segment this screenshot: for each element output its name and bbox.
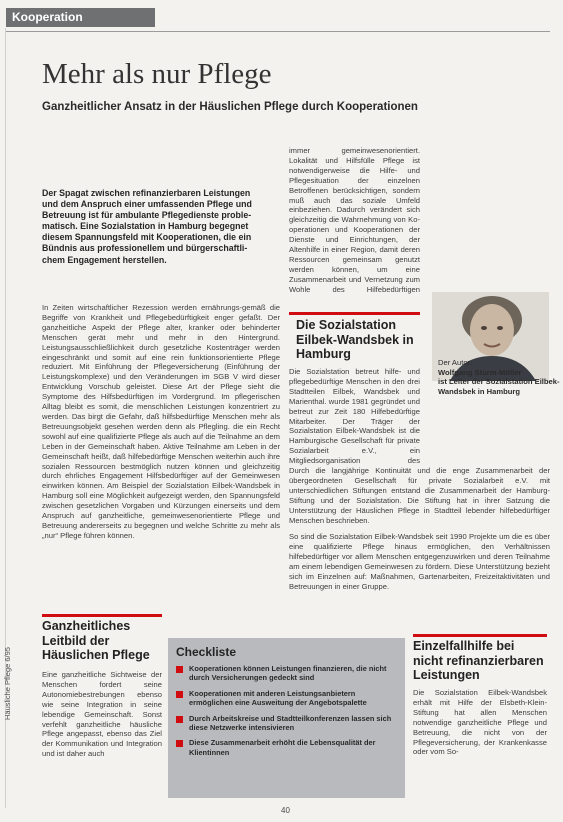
caption-name: Wolfgang Sturm-Möller — [438, 367, 522, 377]
lead-line: matisch. Eine Sozialstation in Hamburg begegnet — [42, 221, 249, 232]
heading-rule — [413, 634, 547, 637]
article-subtitle: Ganzheitlicher Ansatz in der Häuslichen Pflege durch Kooperationen — [42, 101, 418, 113]
heading-rule — [289, 312, 420, 315]
sozialstation-text — [289, 367, 420, 467]
checklist-item-text: Kooperationen können Leistungen finanzieren, die nicht durch Versicherungen gedeckt sind — [189, 664, 387, 683]
header-rule — [6, 31, 550, 32]
red-square-bullet-icon — [176, 666, 183, 673]
heading-einzelfallhilfe: Einzelfallhilfe bei nicht refinanzierbaren Leistungen — [413, 639, 544, 682]
body-paragraph: immer gemeinwesenorientiert. Lokalität und Hilfsfülle Pflege ist notwendigerweise die Hilfe- und Pflegesituation der einzelnen Betroffenen berücksichtigen, sondern muß auch das soziale Umfeld einbeziehen. Dadurch verändert sich gleichzeitig die Wahrnehmung von Ko-operationen und Kooperationen der Dienste und Einrichtungen, der Altenhilfe in einer Region, damit deren Ressourcen gemeinsam genutzt werden können, um eine Zusammenarbeit und Vernetzung zum Wohle des Hilfebedürftigen — [289, 146, 420, 294]
article-title: Mehr als nur Pflege — [42, 58, 272, 90]
checklist-item-text: Durch Arbeitskreise und Stadtteilkonferenzen lassen sich diese Netzwerke intensivieren — [189, 713, 392, 733]
lead-line: und dem Anspruch einer umfassenden Pflege und — [42, 199, 252, 210]
body-paragraph: Die Sozialstation Eilbek-Wandsbek erhält mit Hilfe der Elsbeth-Klein-Stiftung hat allen Menschen notwendige ganzheitliche Pflege und Betreuung, die nicht von der Pflegeversicherung, der Krankenkasse oder vom So- — [413, 688, 547, 757]
body-paragraph: In Zeiten wirtschaftlicher Rezession werden ernährungs-gemäß die Begriffe von Krankheit und Pflegebedürftigkeit enger gefaßt. Der ganzheitliche Aspekt der Pflege alter, kranker oder behinderter Menschen gerät mehr und mehr in den Hintergrund. Leistungsausschließlichkeit durch gesetzliche Kostenträger werden eingeschränkt und somit auf eine rein funktionsorientierte Pflege reduziert. Mit Einführung der Pflegeversicherung (Einführung der Leistungskomplexe) und den Veränderungen im SGB V wird dieser Entwicklung Vorschub geleistet. Diese Art der Pflege sieht die Symptome des Hilfsbedürftigen im Vordergrund. Im pflegerischen Alltag bleibt es somit, die menschlichen Leistungen konzentriert zu werden. Das birgt die Gefahr, daß hilfsbedürftige Menschen mehr als Betreuungsobjekt gesehen werden denn als Pflegling. die ein Recht sowohl auf eine qualifizierte Pflege als auch auf die Teilnahme an dem Leben in der Gemeinschaft haben. Aktive Teilnahme am Leben in der Gemeinschaft heißt, daß hilfebedürftige Menschen weiterhin auch ihre sozialen Ressourcen bestmöglich nutzen können und gleichzeitig durch ehrliches Engagement Hilfsbedürftiger auf der Gemeinwesen einwirken können. Am Beispiel der Sozialstation Eilbek-Wandsbek in Hamburg soll eine Möglichkeit aufgezeigt werden, den Spannungsfeld zwischen gesetzlichen Vorgaben und Kürzungen einerseits und dem Anspruch auf ganzheitliche, gemeinwesenorientierte Pflege und Betreuung andererseits zu begegnen und welche Schritte zu mehr als „nur“ Pflege führen können. — [42, 303, 280, 540]
caption-role-detail: ist Leiter der Sozialstation Eilbek-Wandsbek in Hamburg — [438, 377, 560, 396]
body-paragraph: Die Sozialstation betreut hilfe- und pflegebedürftige Menschen in den drei Stadtteilen Eilbek, Wandsbek und Marienthal. wurde 1981 gegründet und betreut zur Zeit 180 Hilfebedürftige Mitarbeiter. Der Träger der Sozialstation Eilbek-Wandsbek ist die Hamburgische Gesellschaft für private Sozialarbeit e.V., ein Mitgliedsorganisation des — [289, 367, 420, 466]
wide-body-text — [289, 466, 550, 628]
checklist-item — [176, 738, 398, 757]
middle-column-text — [289, 146, 420, 296]
heading-rule — [42, 614, 162, 617]
lead-line: chem Engagement herstellen. — [42, 254, 167, 265]
lead-line: Bündnis aus professionellem und bürgerschaftli- — [42, 243, 248, 254]
page-number: 40 — [281, 806, 290, 815]
lead-line: Betreuung ist für ambulante Pflegedienste proble- — [42, 210, 252, 221]
leitbild-text — [42, 670, 162, 800]
red-square-bullet-icon — [176, 716, 183, 723]
checklist-item — [176, 689, 398, 708]
left-body-text — [42, 303, 280, 603]
red-square-bullet-icon — [176, 691, 183, 698]
checklist-box — [168, 638, 405, 798]
body-paragraph: Eine ganzheitliche Sichtweise der Menschen fordert seine Autonomiebestrebungen ebenso wie seine Integration in seine lebendige Gemeinschaft. Sonst verfehlt ganzheitliche häusliche Pflege angepasst, ebenso das Ziel der Kommunikation und Integration und ist daher auch — [42, 670, 162, 759]
checklist-item — [176, 714, 398, 733]
checklist-item-text: Diese Zusammenarbeit erhöht die Lebensqualität der Klientinnen — [189, 738, 376, 757]
side-running-title: Häusliche Pflege 6/95 — [3, 647, 12, 720]
lead-line: Der Spagat zwischen refinanzierbaren Leistungen — [42, 188, 251, 198]
checklist-item-text: Kooperationen mit anderen Leistungsanbietern ermöglichen eine Ausweitung der Angebotspalette — [189, 688, 367, 708]
lead-line: diesem Spannungsfeld mit Kooperationen, die ein — [42, 232, 252, 243]
checklist-title: Checkliste — [176, 645, 237, 659]
lead-paragraph — [42, 188, 274, 283]
caption-role: Der Autor: — [438, 358, 473, 367]
body-paragraph: So sind die Sozialstation Eilbek-Wandsbek seit 1990 Projekte um die es über eine qualifizierte Pflege hinaus ermöglichen, den Verhältnissen hilfebedürftiger vor allem Menschen entgegenzuwirken und deren Teilnahme am einem lebendigen Gemeinwesen zu fördern. Diese Unterstützung bezieht sich im Einzelnen auf: Maßnahmen, Gartenarbeiten, Freizeitaktivitäten und Betreuungen in einer Gruppe. — [289, 532, 550, 591]
heading-leitbild: Ganzheitliches Leitbild der Häuslichen Pflege — [42, 619, 150, 662]
section-tag: Kooperation — [6, 8, 155, 27]
red-square-bullet-icon — [176, 740, 183, 747]
einzelfallhilfe-text — [413, 688, 547, 800]
photo-caption — [438, 358, 560, 396]
checklist-item — [176, 664, 398, 683]
body-paragraph: Durch die langjährige Kontinuität und die enge Zusammenarbeit der übergeordneten Gesellschaft für private Sozialarbeit e.V. mit unterschiedlichen Stiftungen entstand die Zusammenarbeit der Hamburg-Stiftung und der Sozialstation. Die Stiftung hat in ihrer Satzung die Unterstützung der Häuslichen Pflege in Stadtteil lebender hilfebedürftiger Menschen beschrieben. — [289, 466, 550, 525]
heading-sozialstation: Die Sozialstation Eilbek-Wandsbek in Hamburg — [296, 318, 414, 361]
checklist-list — [176, 664, 398, 763]
